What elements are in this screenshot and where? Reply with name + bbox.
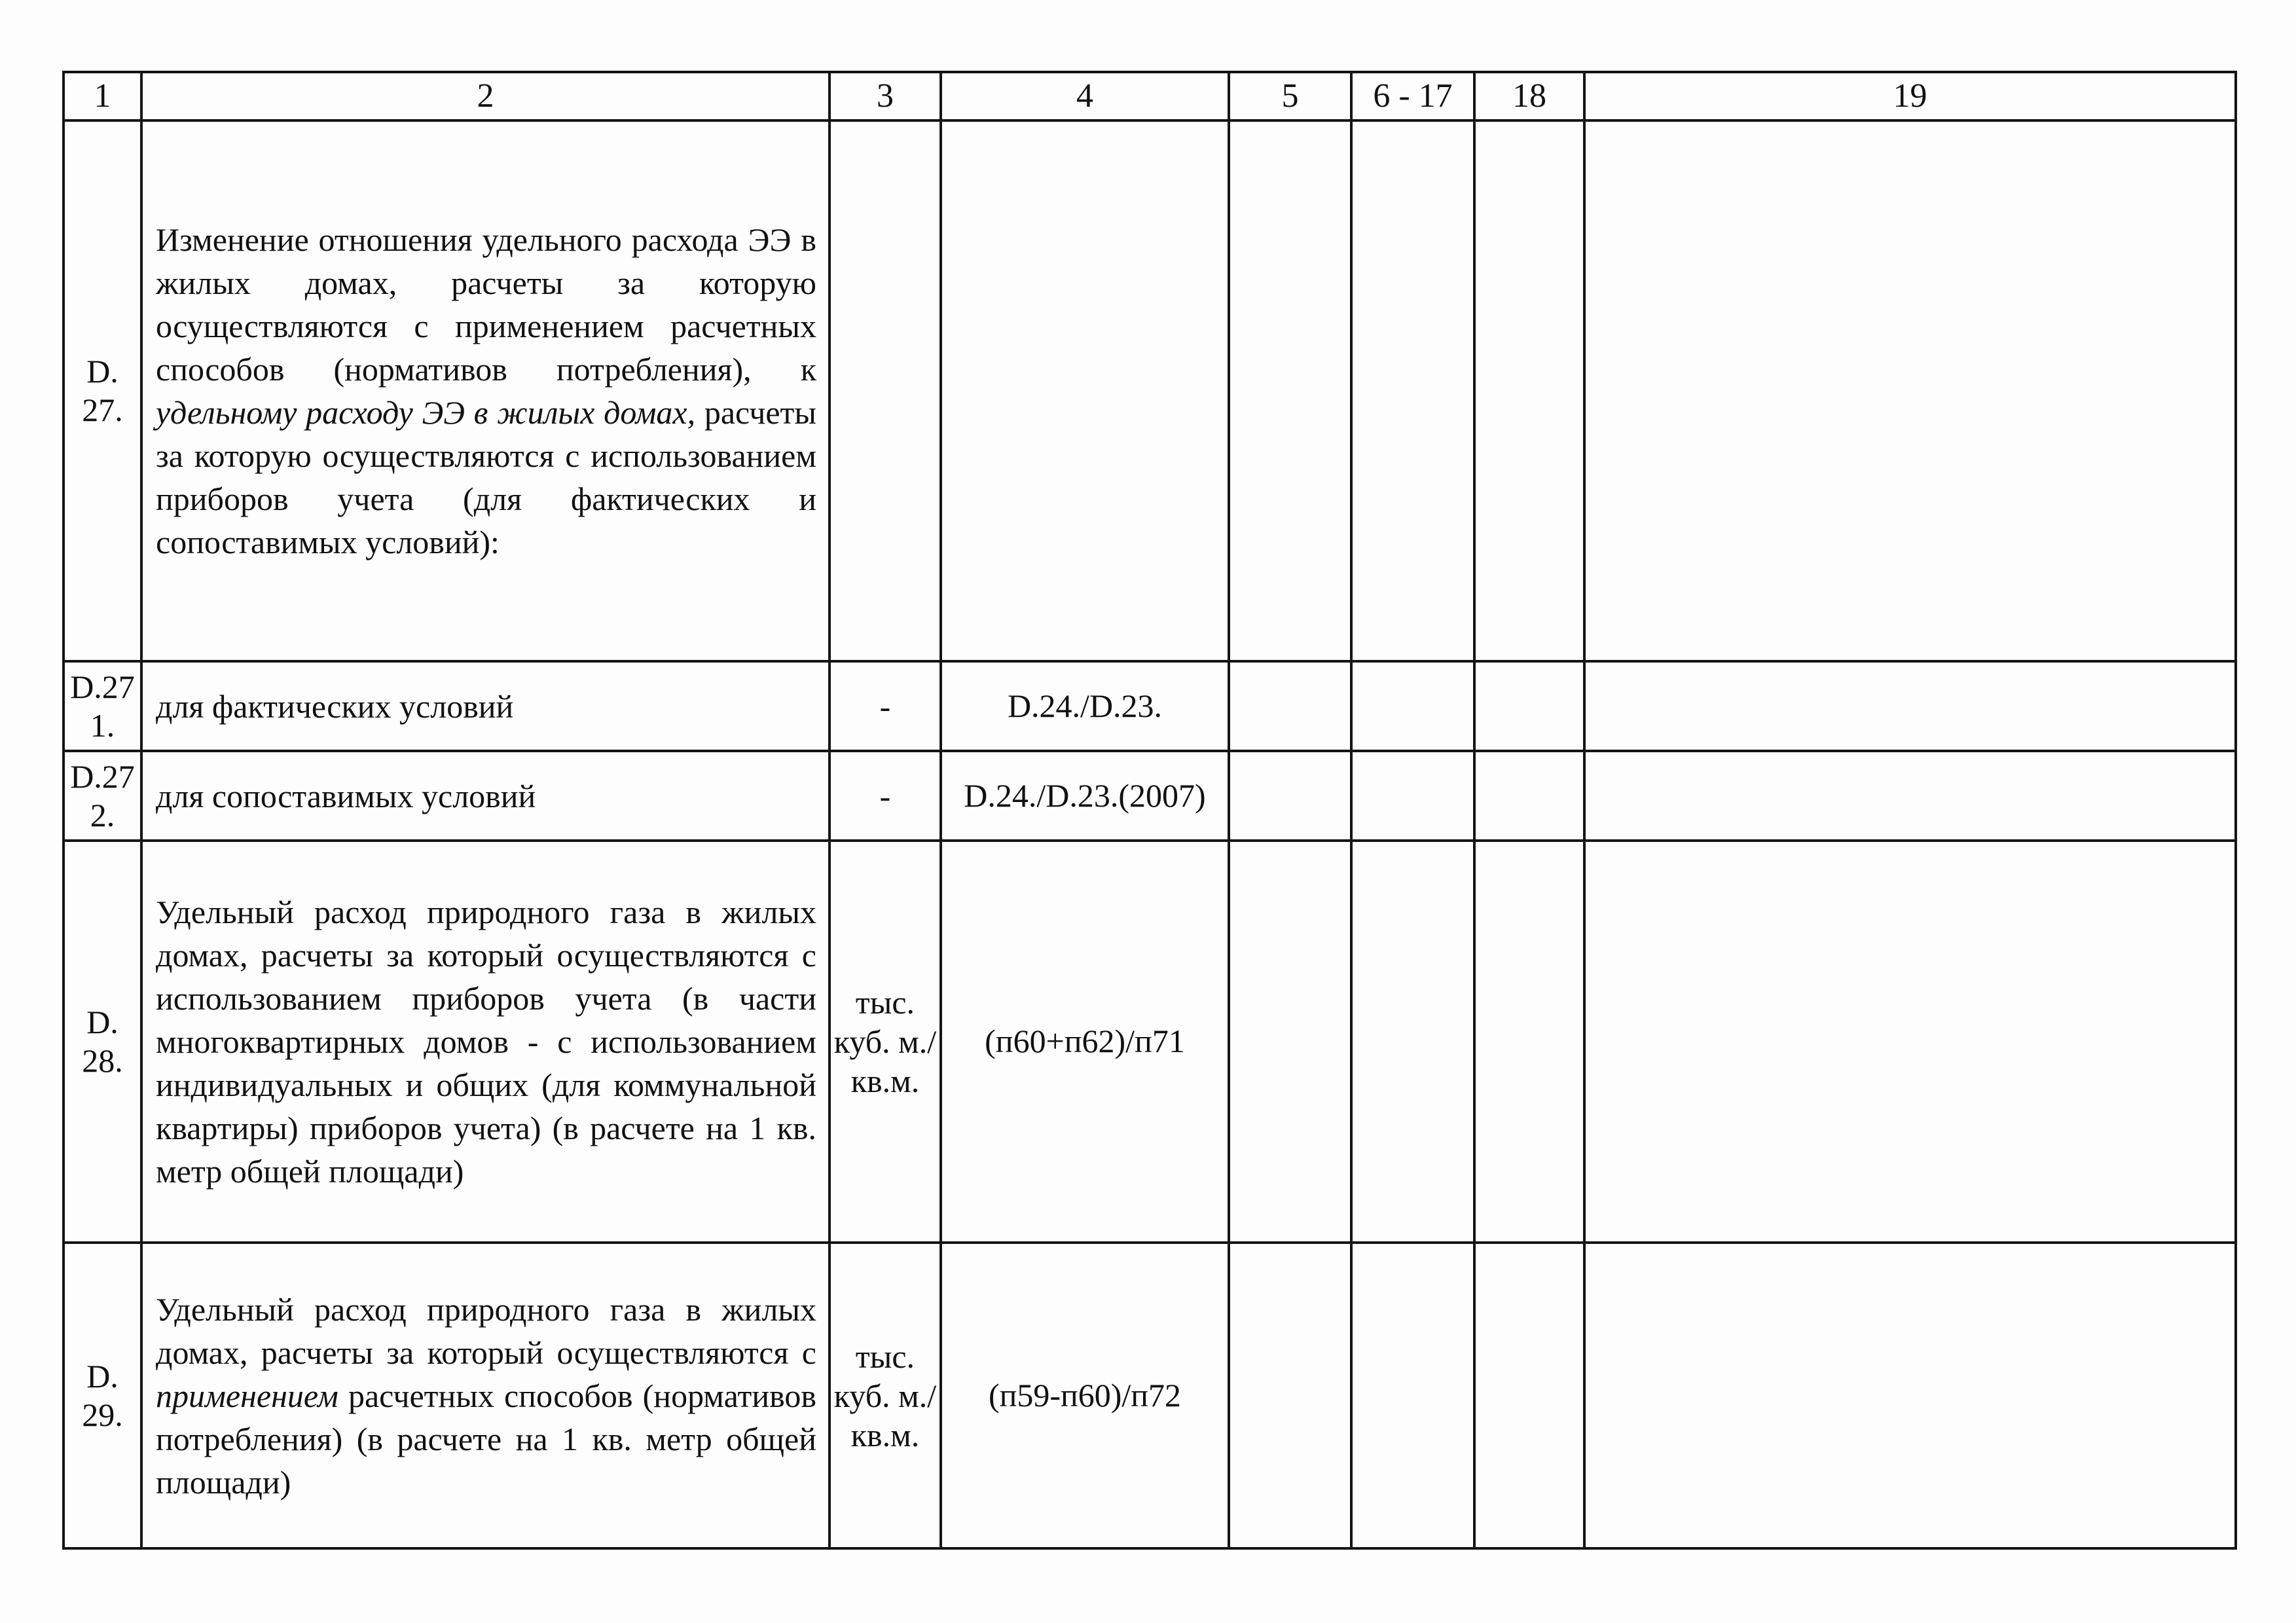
- indicator-name-italic: удельному расходу ЭЭ в жилых домах,: [156, 394, 696, 431]
- indicator-name: для сопоставимых условий: [141, 751, 829, 841]
- col-header-19: 19: [1584, 72, 2236, 120]
- table-row: [64, 661, 2236, 751]
- value-cell-6-17: [1351, 661, 1474, 751]
- formula-cell: D.24./D.23.(2007): [941, 751, 1229, 841]
- indicator-name-italic: применением: [156, 1377, 338, 1414]
- value-cell-18: [1474, 841, 1584, 1243]
- value-cell-5: [1229, 751, 1351, 841]
- value-cell-19: [1584, 661, 2236, 751]
- unit-cell: тыс. куб. м./кв.м.: [829, 1243, 941, 1548]
- value-cell-5: [1229, 1243, 1351, 1548]
- value-cell-6-17: [1351, 841, 1474, 1243]
- unit-cell: -: [829, 661, 941, 751]
- row-number: D.27 1.: [64, 661, 141, 751]
- value-cell-5: [1229, 661, 1351, 751]
- unit-cell: тыс. куб. м./кв.м.: [829, 841, 941, 1243]
- row-number: D. 27.: [64, 120, 141, 661]
- indicator-name: [141, 120, 829, 661]
- unit-cell: -: [829, 751, 941, 841]
- value-cell-6-17: [1351, 120, 1474, 661]
- col-header-6-17: 6 - 17: [1351, 72, 1474, 120]
- table-row: [64, 1243, 2236, 1548]
- table-row: [64, 751, 2236, 841]
- indicator-name-part: расчетных способов (нормативов потребления) (в расчете на 1 кв. метр общей площади): [156, 1377, 816, 1501]
- header-row: [64, 72, 2236, 120]
- value-cell-5: [1229, 120, 1351, 661]
- value-cell-19: [1584, 751, 2236, 841]
- indicator-name-part: Удельный расход природного газа в жилых домах, расчеты за который осуществляются с: [156, 1290, 816, 1371]
- value-cell-18: [1474, 120, 1584, 661]
- value-cell-6-17: [1351, 1243, 1474, 1548]
- indicator-name-part: расчеты за которую осуществляются с использованием приборов учета (для фактических и сопоставимых условий):: [156, 394, 817, 560]
- col-header-2: 2: [141, 72, 829, 120]
- indicator-name: Удельный расход природного газа в жилых домах, расчеты за который осуществляются с использованием приборов учета (в части многоквартирных домов - с использованием индивидуальных и общих (для коммунальной квартиры) приборов учета) (в расчете на 1 кв. метр общей площади): [141, 841, 829, 1243]
- indicator-name-part: Изменение отношения удельного расхода ЭЭ в жилых домах, расчеты за которую осуществляются с применением расчетных способов (нормативов потребления), к: [156, 221, 816, 388]
- formula-cell: (п60+п62)/п71: [941, 841, 1229, 1243]
- value-cell-19: [1584, 120, 2236, 661]
- col-header-18: 18: [1474, 72, 1584, 120]
- table-row: [64, 841, 2236, 1243]
- row-number: D. 28.: [64, 841, 141, 1243]
- col-header-5: 5: [1229, 72, 1351, 120]
- indicator-name: [141, 1243, 829, 1548]
- value-cell-6-17: [1351, 751, 1474, 841]
- indicator-name: для фактических условий: [141, 661, 829, 751]
- value-cell-18: [1474, 1243, 1584, 1548]
- formula-cell: [941, 120, 1229, 661]
- unit-cell: [829, 120, 941, 661]
- formula-cell: (п59-п60)/п72: [941, 1243, 1229, 1548]
- value-cell-19: [1584, 1243, 2236, 1548]
- col-header-4: 4: [941, 72, 1229, 120]
- indicators-table: [62, 71, 2237, 1550]
- row-number: D.27 2.: [64, 751, 141, 841]
- value-cell-5: [1229, 841, 1351, 1243]
- table-row: [64, 120, 2236, 661]
- row-number: D. 29.: [64, 1243, 141, 1548]
- col-header-1: 1: [64, 72, 141, 120]
- value-cell-18: [1474, 661, 1584, 751]
- value-cell-18: [1474, 751, 1584, 841]
- formula-cell: D.24./D.23.: [941, 661, 1229, 751]
- col-header-3: 3: [829, 72, 941, 120]
- value-cell-19: [1584, 841, 2236, 1243]
